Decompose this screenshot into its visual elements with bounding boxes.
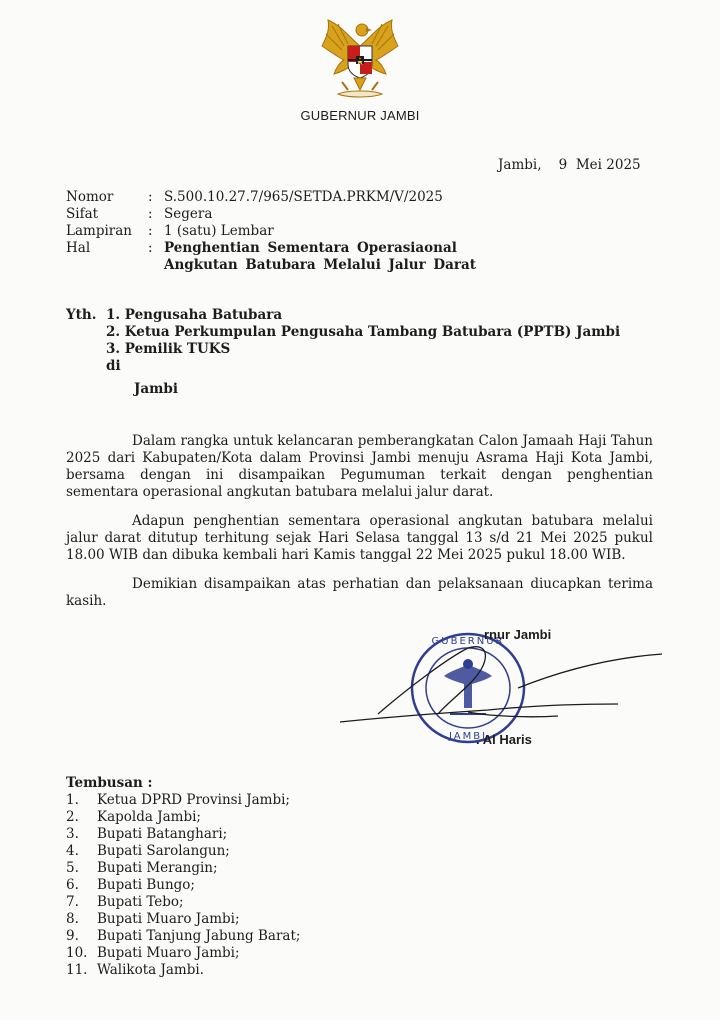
addressee-yth: Yth. bbox=[66, 307, 97, 323]
tembusan-item bbox=[66, 945, 300, 962]
addressee-item: 1. Pengusaha Batubara bbox=[106, 307, 283, 323]
tembusan-item bbox=[66, 843, 300, 860]
meta-label: Lampiran bbox=[66, 223, 132, 239]
addressee-line bbox=[66, 307, 620, 324]
meta-row-nomor bbox=[66, 189, 476, 206]
meta-value: S.500.10.27.7/965/SETDA.PRKM/V/2025 bbox=[164, 189, 443, 205]
meta-colon: : bbox=[148, 240, 153, 256]
tembusan-item-number: 3. bbox=[66, 826, 79, 842]
body-paragraph: Demikian disampaikan atas perhatian dan pelaksanaan diucapkan terima kasih. bbox=[66, 576, 653, 609]
signatory-title: rnur Jambi bbox=[484, 627, 552, 642]
meta-value: Segera bbox=[164, 206, 213, 222]
tembusan-item-number: 10. bbox=[66, 945, 88, 961]
addressee-item: 2. Ketua Perkumpulan Pengusaha Tambang Batubara (PPTB) Jambi bbox=[106, 324, 621, 340]
tembusan-item-text: Bupati Tebo; bbox=[97, 894, 184, 910]
tembusan-item-number: 2. bbox=[66, 809, 79, 825]
tembusan-item-text: Ketua DPRD Provinsi Jambi; bbox=[97, 792, 290, 808]
meta-row-hal bbox=[66, 240, 476, 274]
garuda-emblem-icon bbox=[314, 16, 406, 104]
letter-date: Jambi, 9 Mei 2025 bbox=[498, 157, 641, 173]
body-paragraph: Dalam rangka untuk kelancaran pemberangkatan Calon Jamaah Haji Tahun 2025 dari Kabupaten/Kota dalam Provinsi Jambi menuju Asrama Haji Kota Jambi, bersama dengan ini disampaikan Pegumuman terkait dengan penghentian sementara operasional angkutan batubara melalui jalur darat. bbox=[66, 433, 653, 500]
addressee-block bbox=[66, 307, 620, 398]
tembusan-item-number: 8. bbox=[66, 911, 79, 927]
tembusan-item-number: 11. bbox=[66, 962, 88, 978]
tembusan-item-number: 7. bbox=[66, 894, 79, 910]
meta-label: Sifat bbox=[66, 206, 99, 222]
tembusan-item-number: 4. bbox=[66, 843, 79, 859]
tembusan-item-number: 1. bbox=[66, 792, 79, 808]
tembusan-item bbox=[66, 911, 300, 928]
tembusan-item bbox=[66, 877, 300, 894]
body-paragraph: Adapun penghentian sementara operasional angkutan batubara melalui jalur darat ditutup terhitung sejak Hari Selasa tanggal 13 s/d 21 Mei 2025 pukul 18.00 WIB dan dibuka kembali hari Kamis tanggal 22 Mei 2025 pukul 18.00 WIB. bbox=[66, 513, 653, 563]
tembusan-heading: Tembusan : bbox=[66, 775, 153, 791]
letter-body bbox=[66, 433, 653, 622]
tembusan-item-text: Kapolda Jambi; bbox=[97, 809, 201, 825]
tembusan-item-text: Bupati Tanjung Jabung Barat; bbox=[97, 928, 301, 944]
tembusan-block bbox=[66, 775, 300, 979]
tembusan-list bbox=[66, 792, 300, 979]
meta-value: 1 (satu) Lembar bbox=[164, 223, 274, 239]
signatory-name: . Al Haris bbox=[476, 732, 532, 747]
office-title: GUBERNUR JAMBI bbox=[300, 108, 420, 123]
tembusan-item bbox=[66, 826, 300, 843]
official-stamp-icon bbox=[412, 634, 524, 742]
stamp-text-bottom: JAMBI bbox=[448, 731, 488, 742]
tembusan-item bbox=[66, 860, 300, 877]
tembusan-item-number: 6. bbox=[66, 877, 79, 893]
meta-subject bbox=[164, 240, 476, 274]
tembusan-item bbox=[66, 962, 300, 979]
tembusan-item bbox=[66, 792, 300, 809]
tembusan-item bbox=[66, 928, 300, 945]
tembusan-item-text: Bupati Muaro Jambi; bbox=[97, 945, 240, 961]
meta-colon: : bbox=[148, 206, 153, 222]
tembusan-item-text: Bupati Bungo; bbox=[97, 877, 195, 893]
meta-colon: : bbox=[148, 189, 153, 205]
meta-row-sifat bbox=[66, 206, 476, 223]
letter-metadata bbox=[66, 189, 476, 274]
tembusan-item bbox=[66, 894, 300, 911]
addressee-di: di bbox=[106, 358, 121, 374]
meta-label: Nomor bbox=[66, 189, 114, 205]
tembusan-item-text: Bupati Merangin; bbox=[97, 860, 218, 876]
meta-row-lampiran bbox=[66, 223, 476, 240]
stamp-text-top: GUBERNUR bbox=[431, 636, 505, 647]
subject-line-1: Penghentian Sementara Operasiaonal bbox=[164, 240, 457, 256]
tembusan-item bbox=[66, 809, 300, 826]
tembusan-item-number: 9. bbox=[66, 928, 79, 944]
tembusan-item-text: Bupati Muaro Jambi; bbox=[97, 911, 240, 927]
subject-line-2: Angkutan Batubara Melalui Jalur Darat bbox=[164, 257, 476, 273]
tembusan-item-number: 5. bbox=[66, 860, 79, 876]
addressee-city: Jambi bbox=[134, 381, 178, 397]
meta-label: Hal bbox=[66, 240, 91, 256]
addressee-item: 3. Pemilik TUKS bbox=[106, 341, 231, 357]
meta-colon: : bbox=[148, 223, 153, 239]
handwritten-signature-icon bbox=[340, 647, 662, 722]
tembusan-item-text: Walikota Jambi. bbox=[97, 962, 204, 978]
tembusan-item-text: Bupati Batanghari; bbox=[97, 826, 228, 842]
tembusan-item-text: Bupati Sarolangun; bbox=[97, 843, 230, 859]
